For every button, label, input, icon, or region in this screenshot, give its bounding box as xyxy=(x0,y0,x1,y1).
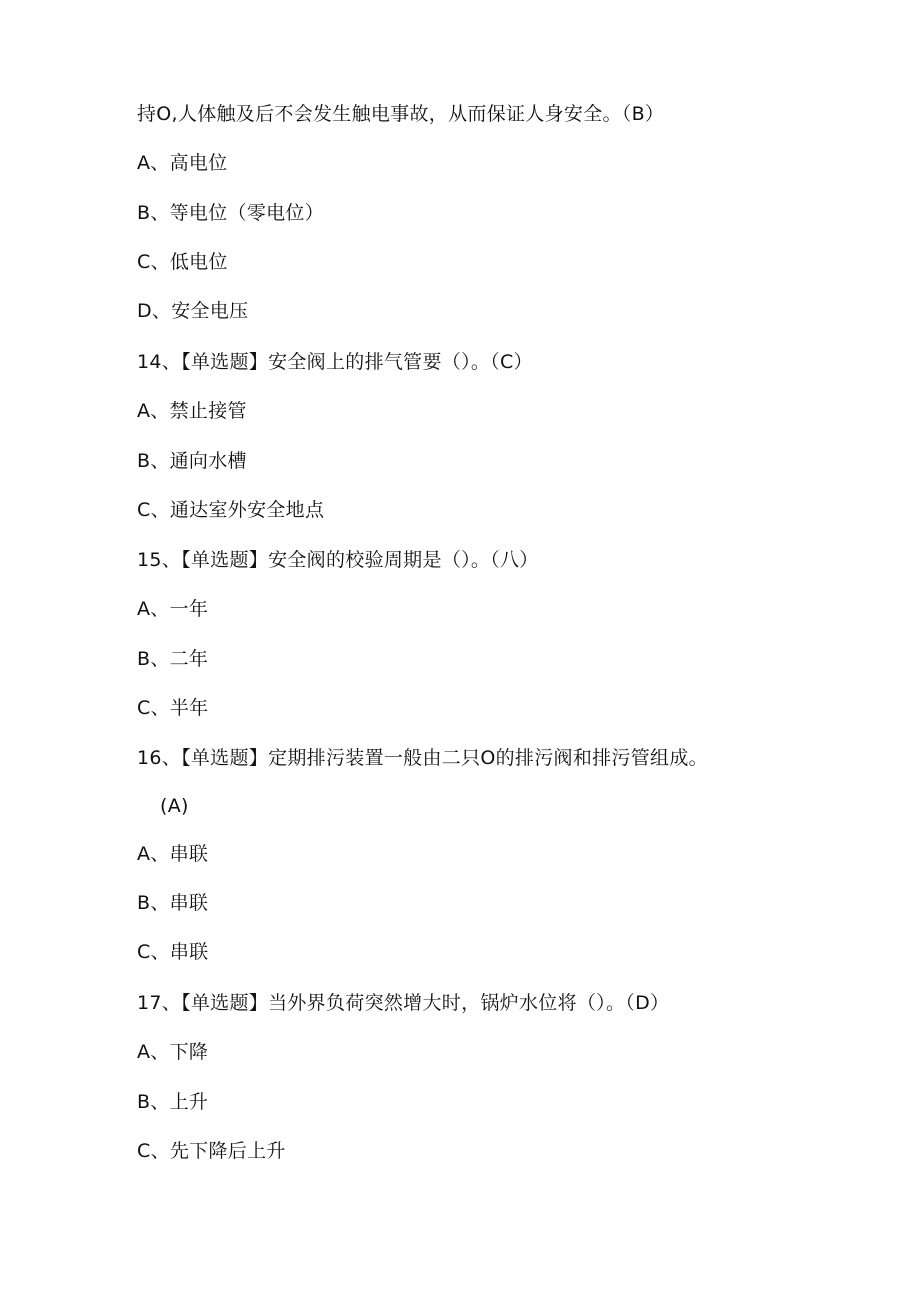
question-14: 14、【单选题】安全阀上的排气管要（）。（C） xyxy=(137,351,533,373)
q14-option-c: C、通达室外安全地点 xyxy=(137,499,325,521)
q13-option-c: C、低电位 xyxy=(137,251,228,273)
q13-option-a: A、高电位 xyxy=(137,152,228,174)
question-16: 16、【单选题】定期排污装置一般由二只O的排污阀和排污管组成。 xyxy=(137,747,708,769)
q16-option-b: B、串联 xyxy=(137,892,209,914)
q15-option-c: C、半年 xyxy=(137,697,209,719)
question-15: 15、【单选题】安全阀的校验周期是（）。（八） xyxy=(137,549,539,571)
q17-option-a: A、下降 xyxy=(137,1041,209,1063)
q17-option-b: B、上升 xyxy=(137,1091,209,1113)
question-17: 17、【单选题】当外界负荷突然增大时，锅炉水位将（）。（D） xyxy=(137,992,670,1014)
q17-option-c: C、先下降后上升 xyxy=(137,1140,286,1162)
q15-option-b: B、二年 xyxy=(137,648,209,670)
q16-option-a: A、串联 xyxy=(137,843,209,865)
q15-option-a: A、一年 xyxy=(137,598,209,620)
q16-answer: (A) xyxy=(160,795,189,817)
q16-option-c: C、串联 xyxy=(137,941,209,963)
question-13-continuation: 持O,人体触及后不会发生触电事故，从而保证人身安全。（B） xyxy=(137,103,665,125)
q14-option-a: A、禁止接管 xyxy=(137,400,247,422)
q13-option-d: D、安全电压 xyxy=(137,300,249,322)
q13-option-b: B、等电位（零电位） xyxy=(137,202,325,224)
q14-option-b: B、通向水槽 xyxy=(137,450,247,472)
